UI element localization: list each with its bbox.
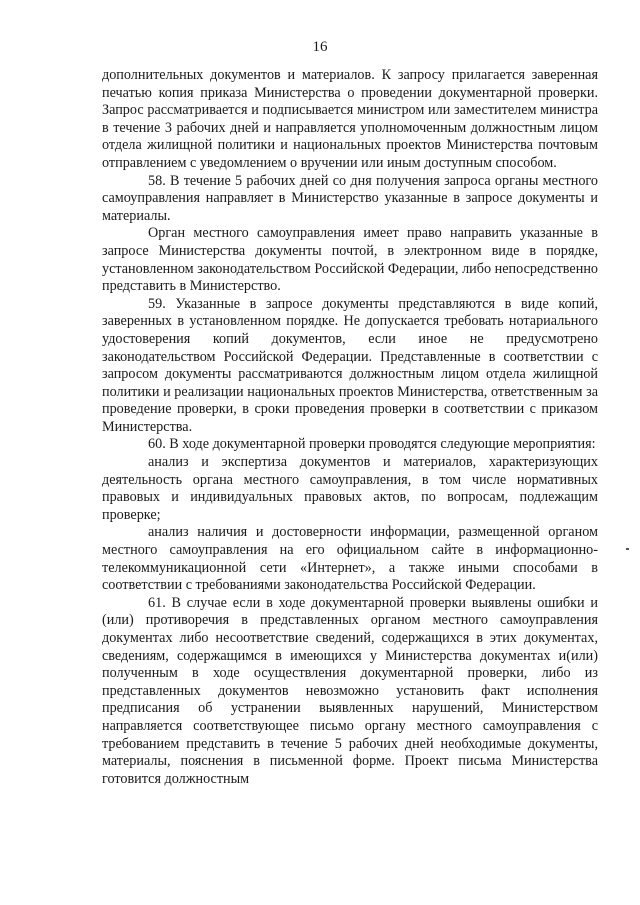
page-number: 16 [312, 39, 328, 55]
paragraph-60-item-analysis: анализ и экспертиза документов и материалов, характеризующих деятельность органа местного самоуправления, в том числе нормативных правовых и индивидуальных правовых актов, по вопросам, подлежащим проверке; [102, 454, 598, 523]
paragraph-60: 60. В ходе документарной проверки проводятся следующие мероприятия: [148, 436, 596, 453]
paragraph-continuation-request: дополнительных документов и материалов. К запросу прилагается заверенная печатью копия приказа Министерства о проведении документарной проверки. Запрос рассматривается и подписывается министром или заместителем министра в течение 3 рабочих дней и направляется уполномоченным должностным лицом отдела жилищной политики и национальных проектов Министерства почтовым отправлением с уведомлением о вручении или иным доступным способом. [102, 67, 598, 171]
paragraph-58: 58. В течение 5 рабочих дней со дня получения запроса органы местного самоуправления направляет в Министерство указанные в запросе документы и материалы. [102, 172, 598, 224]
paragraph-60-item-website: анализ наличия и достоверности информации, размещенной органом местного самоуправления на его официальном сайте в информационно-телекоммуникационной сети «Интернет», а также иными способами в соответствии с требованиями законодательства Российской Федерации. [102, 524, 598, 594]
scan-artifact [626, 548, 629, 550]
paragraph-61: 61. В случае если в ходе документарной проверки выявлены ошибки и (или) противоречия в представленных органом местного самоуправления документах либо несоответствие сведений, содержащихся в этих документах, сведениям, содержащимся в имеющихся у Министерства документах и(или) полученным в ходе осуществления документарной проверки, либо из представленных документов невозможно установить факт исполнения предписания об устранении выявленных нарушений, Министерством направляется соответствующее письмо органу местного самоуправления с требованием представить в течение 5 рабочих дней необходимые документы, материалы, пояснения в письменной форме. Проект письма Министерства готовится должностным [102, 594, 598, 787]
paragraph-59: 59. Указанные в запросе документы представляются в виде копий, заверенных в установленном порядке. Не допускается требовать нотариального удостоверения копий документов, если иное не предусмотрено законодательством Российской Федерации. Представленные в соответствии с запросом документы рассматриваются должностным лицом отдела жилищной политики и реализации национальных проектов Министерства, ответственным за проведение проверки, в сроки проведения проверки в соответствии с приказом Министерства. [102, 295, 598, 435]
document-body [102, 67, 598, 788]
paragraph-58-right-to-send: Орган местного самоуправления имеет право направить указанные в запросе Министерства документы почтой, в электронном виде в порядке, установленном законодательством Российской Федерации, либо непосредственно представить в Министерство. [102, 225, 598, 295]
